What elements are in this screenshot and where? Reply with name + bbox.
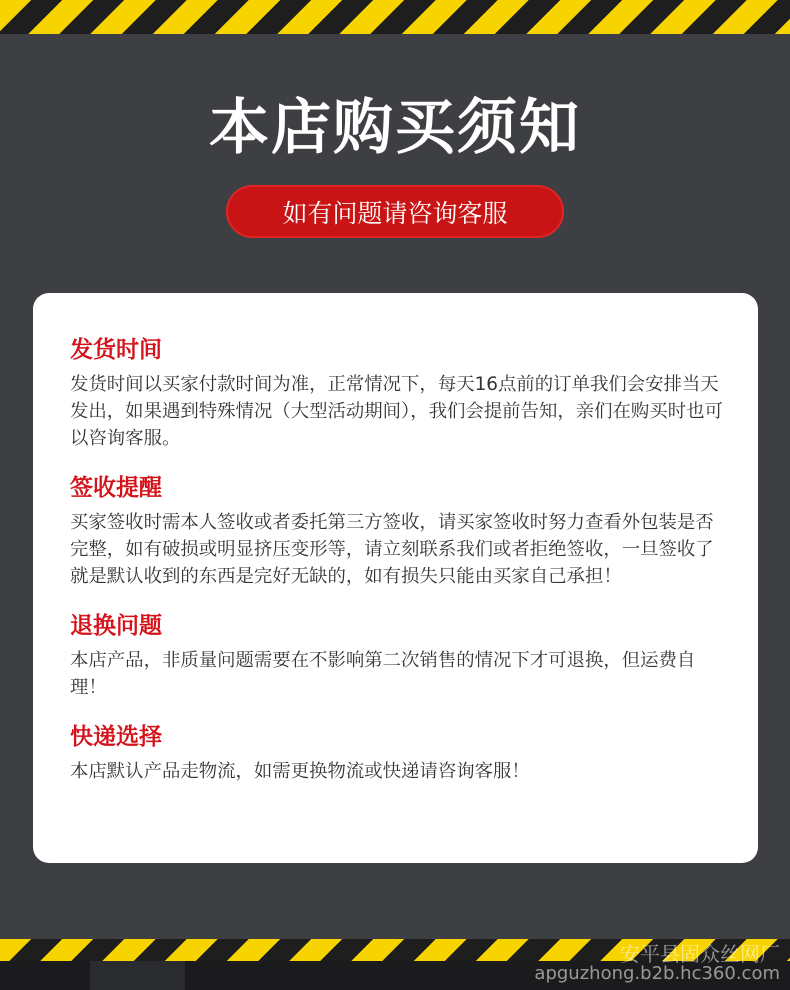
hazard-stripe-top: [0, 0, 790, 34]
notice-section-returns: [70, 611, 726, 701]
section-body: 发货时间以买家付款时间为准，正常情况下，每天16点前的订单我们会安排当天发出，如果遇到特殊情况（大型活动期间），我们会提前告知，亲们在购买时也可以咨询客服。: [70, 374, 723, 449]
notice-section-shipping: [70, 335, 726, 452]
section-body: 本店产品，非质量问题需要在不影响第二次销售的情况下才可退换，但运费自理！: [70, 650, 696, 698]
watermark-company: 安平县固众丝网厂: [620, 942, 780, 966]
section-body: 本店默认产品走物流，如需更换物流或快递请咨询客服！: [70, 761, 530, 782]
page-title: 本店购买须知: [209, 93, 581, 163]
section-heading: 退换问题: [70, 613, 162, 639]
notice-section-signing: [70, 473, 726, 590]
contact-service-banner: 如有问题请咨询客服: [226, 185, 564, 238]
section-heading: 发货时间: [70, 337, 162, 363]
watermark-url: apguzhong.b2b.hc360.com: [534, 963, 780, 984]
footer-shade: [90, 961, 185, 990]
notice-section-courier: [70, 722, 726, 785]
notice-card: [33, 293, 758, 863]
section-body: 买家签收时需本人签收或者委托第三方签收，请买家签收时努力查看外包装是否完整，如有破损或明显挤压变形等，请立刻联系我们或者拒绝签收，一旦签收了就是默认收到的东西是完好无缺的，如有损失只能由买家自己承担！: [70, 512, 714, 587]
section-heading: 签收提醒: [70, 475, 162, 501]
section-heading: 快递选择: [70, 724, 162, 750]
